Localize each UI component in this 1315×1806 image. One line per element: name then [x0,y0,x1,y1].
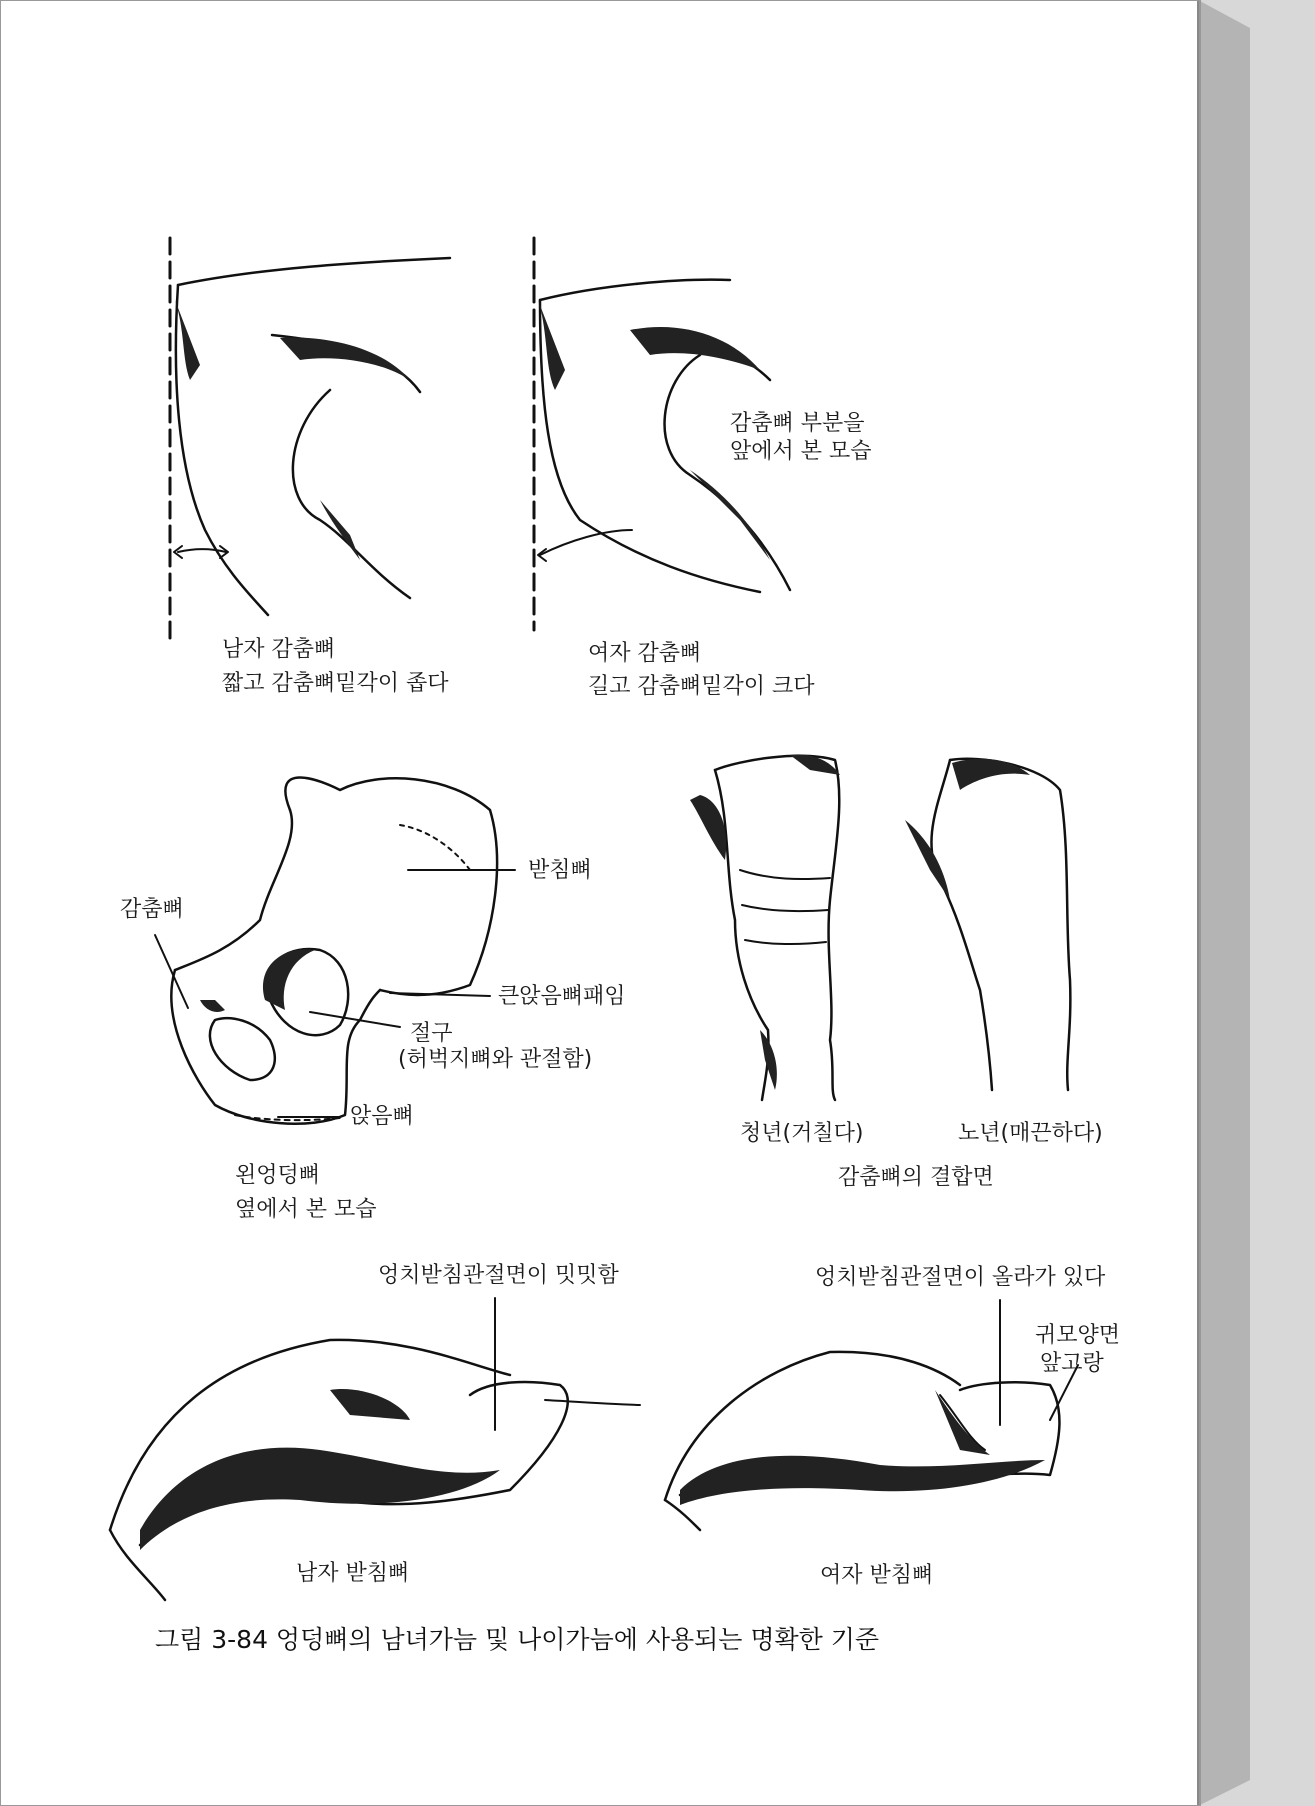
male-ilium-caption: 남자 받침뼈 [296,1561,410,1586]
acetabulum-label: 절구 [410,1021,453,1046]
figure-caption: 그림 3-84 엉덩뼈의 남녀가늠 및 나이가늠에 사용되는 명확한 기준 [155,1625,880,1654]
acetabulum-note: (허벅지뼈와 관절함) [398,1047,593,1072]
ilium-label: 받침뼈 [528,858,592,883]
hip-bone-caption-line1: 왼엉덩뼈 [235,1163,321,1188]
female-pubis-title: 여자 감춤뼈 [588,641,702,666]
greater-sciatic-notch-label: 큰앉음뼈패임 [498,984,626,1009]
hip-bone-caption-line2: 옆에서 본 모습 [235,1197,377,1222]
front-view-label-line1: 감춤뼈 부분을 [730,411,865,436]
female-pubis-description: 길고 감춤뼈밑각이 크다 [588,674,815,699]
old-symphysis-label: 노년(매끈하다) [958,1121,1103,1146]
female-auricular-label: 엉치받침관절면이 올라가 있다 [815,1265,1106,1290]
pubis-label: 감춤뼈 [120,897,184,922]
front-view-label-line2: 앞에서 본 모습 [730,439,872,464]
preauricular-groove-label-line1: 귀모양면 [1035,1323,1121,1348]
preauricular-groove-label-line2: 앞고랑 [1040,1351,1104,1376]
male-pubis-title: 남자 감춤뼈 [222,637,336,662]
female-ilium-caption: 여자 받침뼈 [820,1563,934,1588]
male-pubis-description: 짧고 감춤뼈밑각이 좁다 [222,671,449,696]
ischium-label: 앉음뼈 [350,1104,414,1129]
young-symphysis-label: 청년(거칠다) [740,1121,864,1146]
male-auricular-label: 엉치받침관절면이 밋밋함 [378,1263,619,1288]
symphysis-caption: 감춤뼈의 결합면 [838,1165,994,1190]
